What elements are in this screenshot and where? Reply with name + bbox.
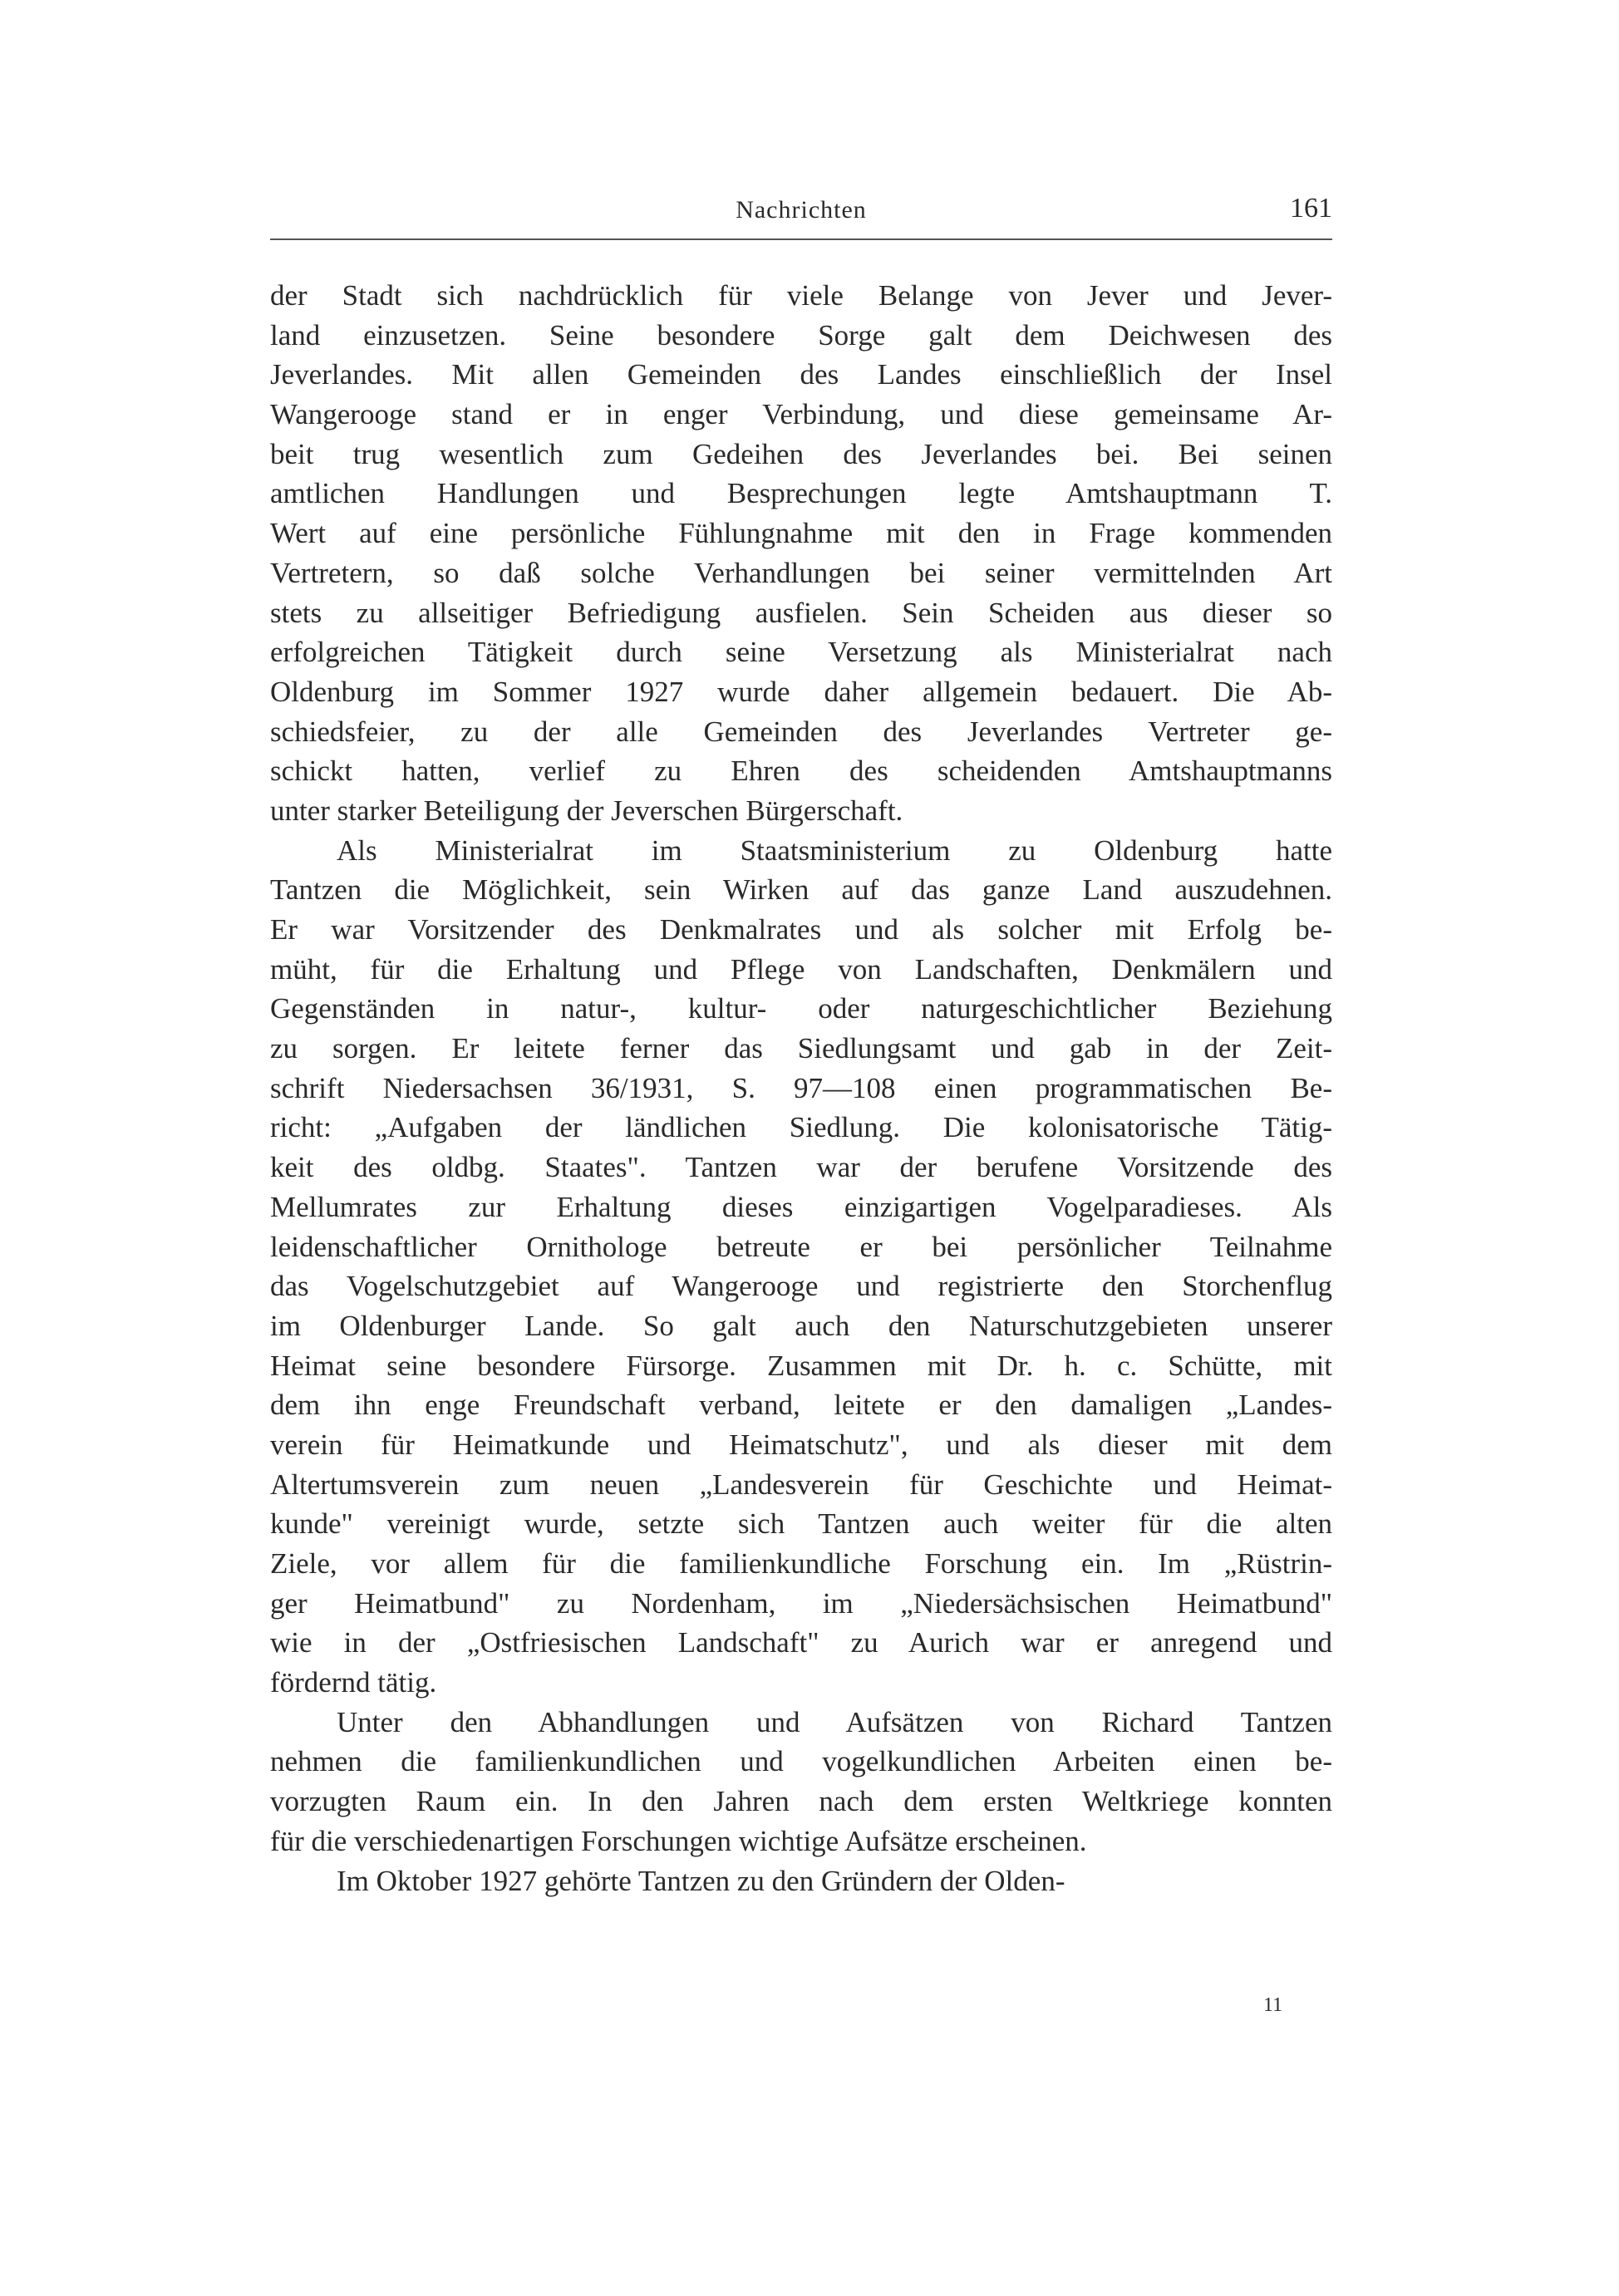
body-text xyxy=(270,276,1332,1900)
text-line: keit des oldbg. Staates". Tantzen war der berufene Vorsitzende des xyxy=(270,1151,1332,1184)
text-line: erfolgreichen Tätigkeit durch seine Versetzung als Ministerialrat nach xyxy=(270,636,1332,669)
text-line: Mellumrates zur Erhaltung dieses einzigartigen Vogelparadieses. Als xyxy=(270,1190,1332,1223)
text-line: stets zu allseitiger Befriedigung ausfielen. Sein Scheiden aus dieser so xyxy=(270,596,1332,629)
text-line: zu sorgen. Er leitete ferner das Siedlungsamt und gab in der Zeit- xyxy=(270,1032,1332,1065)
text-line: Er war Vorsitzender des Denkmalrates und als solcher mit Erfolg be- xyxy=(270,913,1332,946)
page-header xyxy=(270,189,1332,231)
running-title: Nachrichten xyxy=(736,196,867,224)
text-line: leidenschaftlicher Ornithologe betreute er bei persönlicher Teilnahme xyxy=(270,1230,1332,1263)
text-line: Wert auf eine persönliche Fühlungnahme mit den in Frage kommenden xyxy=(270,517,1332,550)
text-line: nehmen die familienkundlichen und vogelkundlichen Arbeiten einen be- xyxy=(270,1745,1332,1778)
text-line: richt: „Aufgaben der ländlichen Siedlung. Die kolonisatorische Tätig- xyxy=(270,1111,1332,1144)
text-line: Ziele, vor allem für die familienkundliche Forschung ein. Im „Rüstrin- xyxy=(270,1547,1332,1580)
text-line: Unter den Abhandlungen und Aufsätzen von Richard Tantzen xyxy=(337,1705,1332,1738)
text-line: beit trug wesentlich zum Gedeihen des Jeverlandes bei. Bei seinen xyxy=(270,437,1332,470)
text-line: amtlichen Handlungen und Besprechungen legte Amtshauptmann T. xyxy=(270,477,1332,510)
text-line: Altertumsverein zum neuen „Landesverein für Geschichte und Heimat- xyxy=(270,1468,1332,1501)
text-line: dem ihn enge Freundschaft verband, leitete er den damaligen „Landes- xyxy=(270,1389,1332,1422)
header-rule xyxy=(270,238,1332,240)
text-line: Heimat seine besondere Fürsorge. Zusammen mit Dr. h. c. Schütte, mit xyxy=(270,1349,1332,1382)
text-line: Als Ministerialrat im Staatsministerium zu Oldenburg hatte xyxy=(337,833,1332,867)
text-line: im Oldenburger Lande. So galt auch den Naturschutzgebieten unserer xyxy=(270,1309,1332,1342)
text-line: der Stadt sich nachdrücklich für viele Belange von Jever und Jever- xyxy=(270,279,1332,312)
text-line: Oldenburg im Sommer 1927 wurde daher allgemein bedauert. Die Ab- xyxy=(270,675,1332,708)
text-line: Wangerooge stand er in enger Verbindung, und diese gemeinsame Ar- xyxy=(270,398,1332,431)
text-line: das Vogelschutzgebiet auf Wangerooge und registrierte den Storchenflug xyxy=(270,1270,1332,1303)
text-line: vorzugten Raum ein. In den Jahren nach dem ersten Weltkriege konnten xyxy=(270,1785,1332,1818)
signature-mark: 11 xyxy=(1263,1994,1283,2016)
text-line: Tantzen die Möglichkeit, sein Wirken auf das ganze Land auszudehnen. xyxy=(270,873,1332,907)
text-line: fördernd tätig. xyxy=(270,1666,437,1699)
text-line: wie in der „Ostfriesischen Landschaft" zu Aurich war er anregend und xyxy=(270,1626,1332,1659)
text-line: schickt hatten, verlief zu Ehren des scheidenden Amtshauptmanns xyxy=(270,755,1332,788)
page-number: 161 xyxy=(1290,193,1332,224)
text-line: Vertretern, so daß solche Verhandlungen bei seiner vermittelnden Art xyxy=(270,556,1332,589)
text-line: land einzusetzen. Seine besondere Sorge galt dem Deichwesen des xyxy=(270,318,1332,352)
text-line: verein für Heimatkunde und Heimatschutz", und als dieser mit dem xyxy=(270,1428,1332,1461)
text-line: ger Heimatbund" zu Nordenham, im „Niedersächsischen Heimatbund" xyxy=(270,1586,1332,1620)
text-line: unter starker Beteiligung der Jeverschen Bürgerschaft. xyxy=(270,794,903,827)
text-line: müht, für die Erhaltung und Pflege von Landschaften, Denkmälern und xyxy=(270,952,1332,986)
text-line: Im Oktober 1927 gehörte Tantzen zu den Gründern der Olden- xyxy=(337,1864,1065,1897)
text-line: Jeverlandes. Mit allen Gemeinden des Landes einschließlich der Insel xyxy=(270,358,1332,391)
text-line: schrift Niedersachsen 36/1931, S. 97—108 einen programmatischen Be- xyxy=(270,1071,1332,1104)
text-line: für die verschiedenartigen Forschungen wichtige Aufsätze erscheinen. xyxy=(270,1824,1087,1857)
text-line: schiedsfeier, zu der alle Gemeinden des Jeverlandes Vertreter ge- xyxy=(270,715,1332,748)
text-line: kunde" vereinigt wurde, setzte sich Tantzen auch weiter für die alten xyxy=(270,1507,1332,1541)
text-line: Gegenständen in natur-, kultur- oder naturgeschichtlicher Beziehung xyxy=(270,992,1332,1025)
